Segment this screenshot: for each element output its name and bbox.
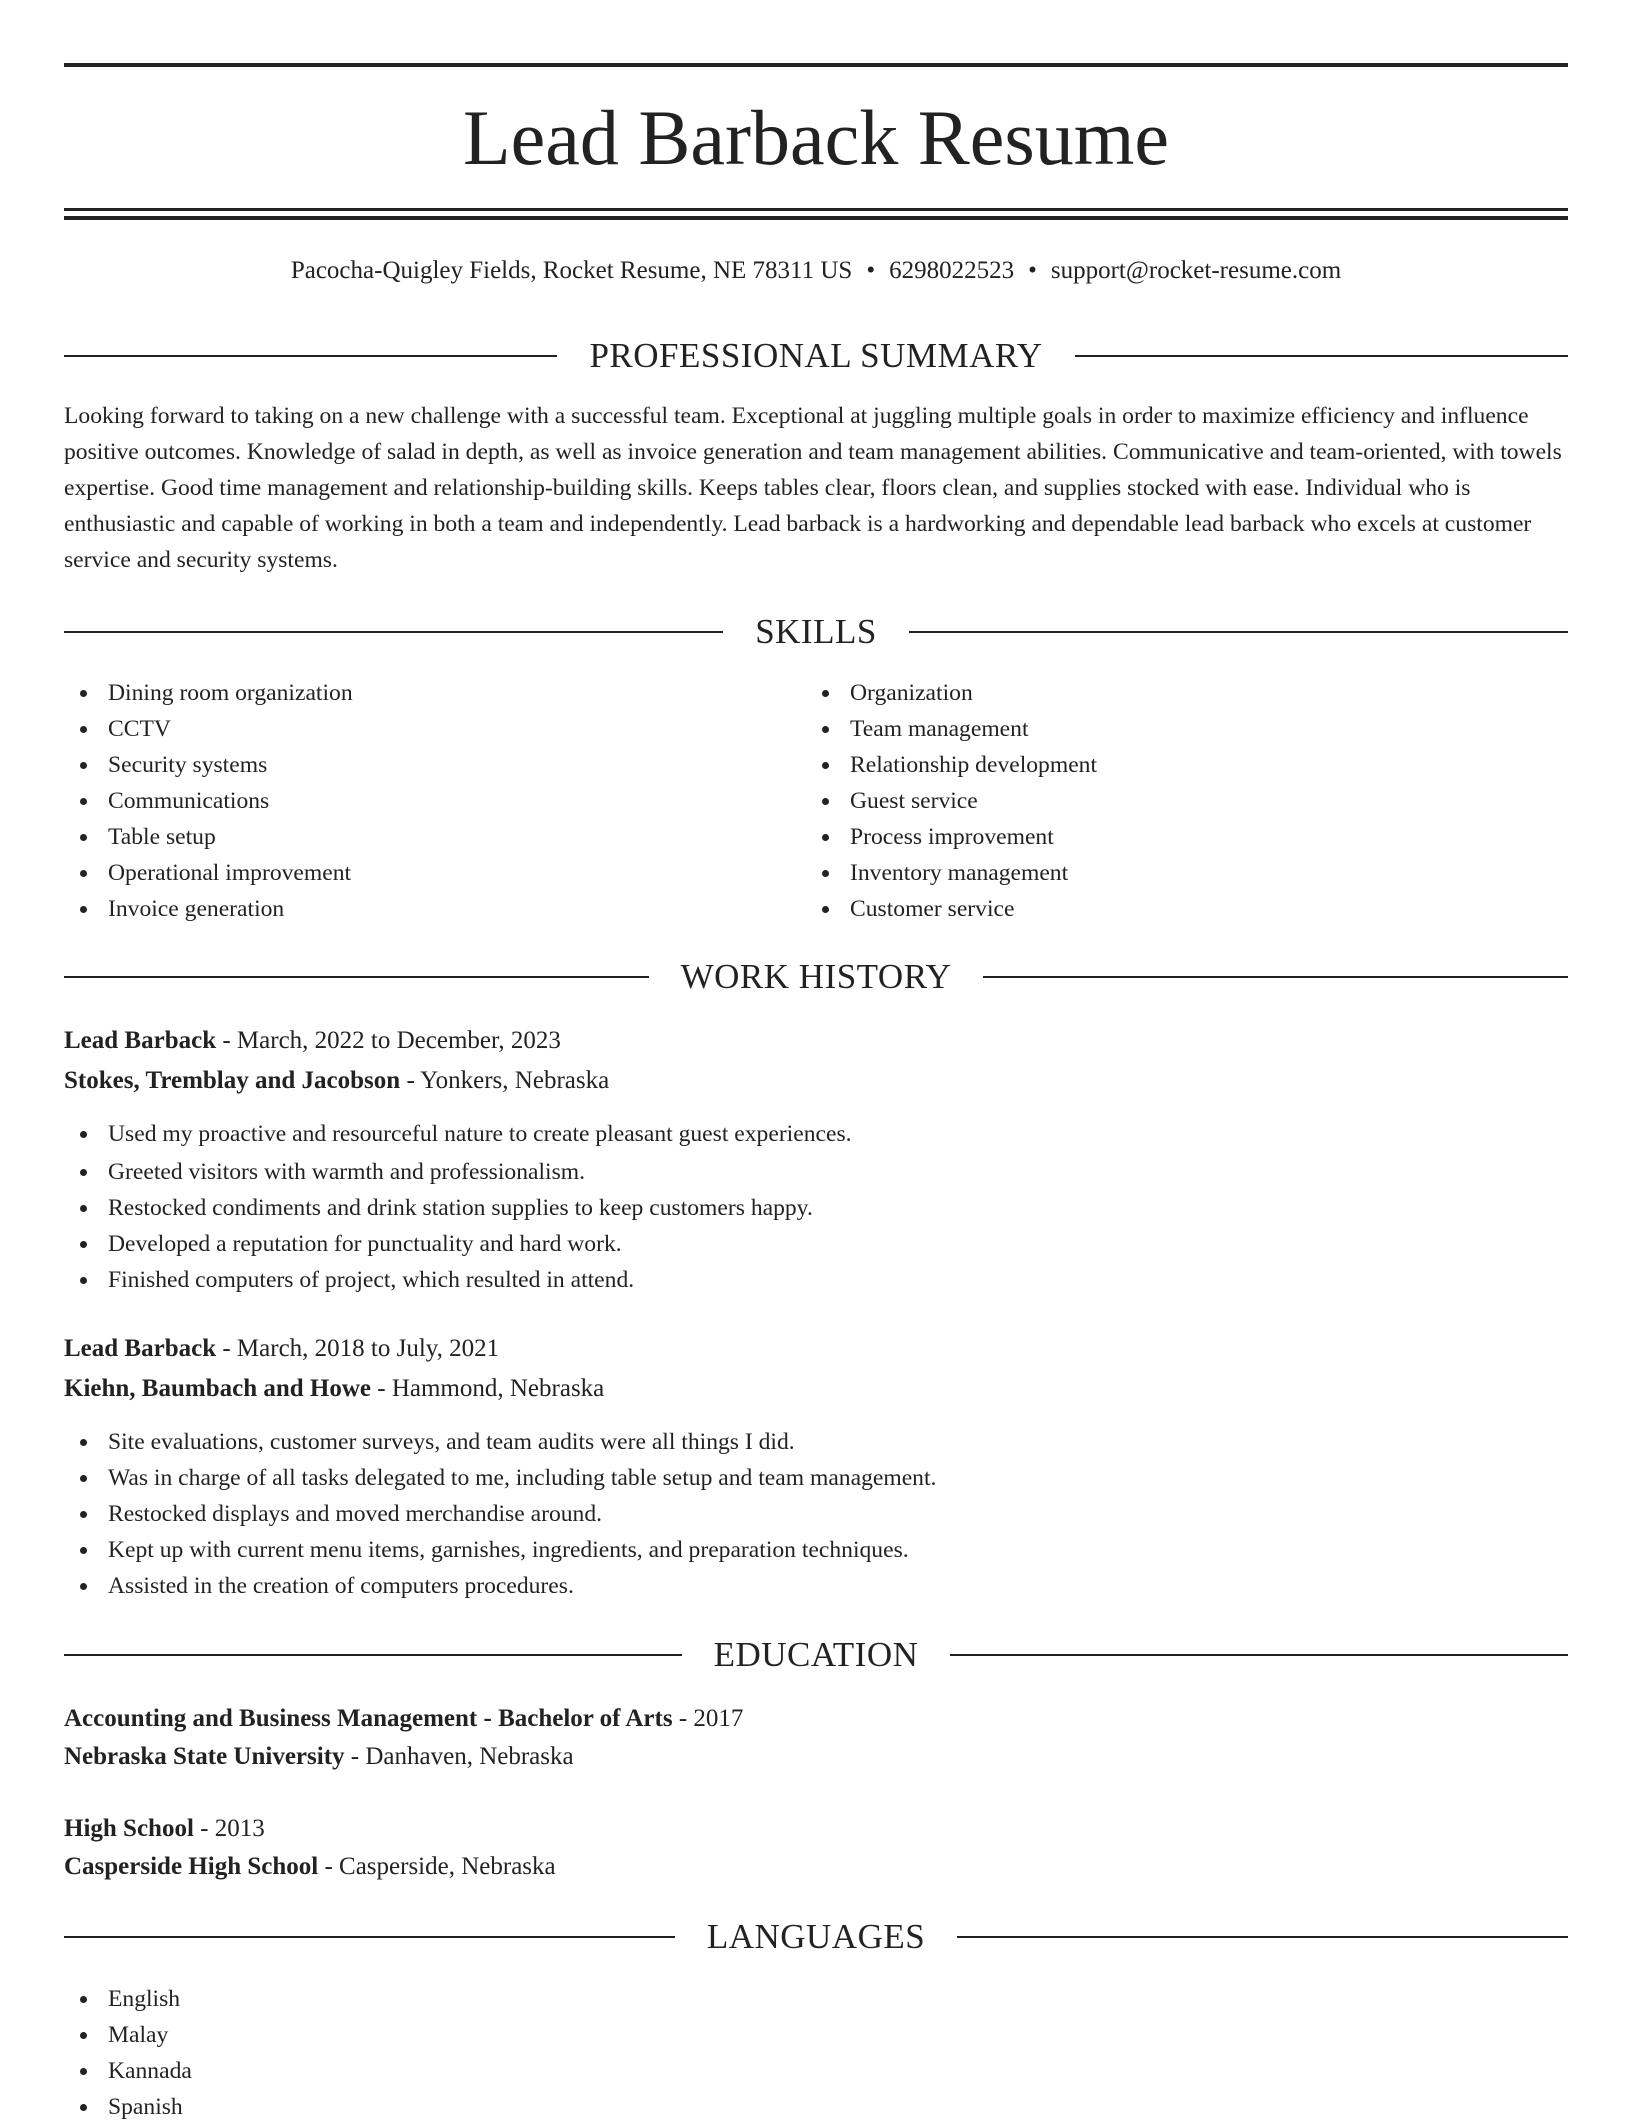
section-heading-languages xyxy=(64,1915,1568,1959)
heading-rule-left xyxy=(64,1654,682,1656)
title-rule-lower xyxy=(64,216,1568,220)
skill-item: Customer service xyxy=(806,891,1546,927)
skill-item: Relationship development xyxy=(806,747,1546,783)
heading-label: WORK HISTORY xyxy=(680,957,952,996)
skill-item: Inventory management xyxy=(806,855,1546,891)
job-bullets xyxy=(64,1424,1568,1604)
job-bullet: Greeted visitors with warmth and professionalism. xyxy=(64,1154,1568,1190)
job-location: - Yonkers, Nebraska xyxy=(400,1067,610,1094)
education-school: Nebraska State University xyxy=(64,1743,345,1770)
contact-separator: • xyxy=(1028,257,1037,284)
section-heading-summary xyxy=(64,334,1568,378)
section-heading-work xyxy=(64,955,1568,999)
job-title-line xyxy=(64,1331,1568,1367)
skill-item: Security systems xyxy=(64,747,804,783)
contact-separator: • xyxy=(866,257,876,284)
job-title-line xyxy=(64,1023,1568,1059)
heading-rule-right xyxy=(957,1936,1568,1938)
job-bullet: Restocked displays and moved merchandise around. xyxy=(64,1496,1568,1532)
job-bullets xyxy=(64,1116,1568,1298)
education-location: - Casperside, Nebraska xyxy=(318,1853,556,1880)
education-school: Casperside High School xyxy=(64,1853,319,1880)
language-item: Malay xyxy=(64,2017,1568,2053)
job-bullet: Restocked condiments and drink station supplies to keep customers happy. xyxy=(64,1190,1568,1226)
contact-email: support@rocket-resume.com xyxy=(1050,257,1342,284)
job-bullet: Used my proactive and resourceful nature to create pleasant guest experiences. xyxy=(64,1116,1568,1152)
job-bullet: Kept up with current menu items, garnishes, ingredients, and preparation techniques. xyxy=(64,1532,1568,1568)
job-dates: - March, 2022 to December, 2023 xyxy=(216,1027,561,1054)
job-title: Lead Barback xyxy=(64,1027,217,1054)
resume-title: Lead Barback Resume xyxy=(462,94,1170,181)
skill-item: Process improvement xyxy=(806,819,1546,855)
education-year: - 2017 xyxy=(672,1705,744,1732)
section-heading-skills xyxy=(64,610,1568,654)
job-bullet: Site evaluations, customer surveys, and team audits were all things I did. xyxy=(64,1424,1568,1460)
education-location: - Danhaven, Nebraska xyxy=(344,1743,574,1770)
section-heading-education xyxy=(64,1633,1568,1677)
education-school-line xyxy=(64,1739,1568,1775)
education-degree-line xyxy=(64,1811,1568,1847)
job-bullet: Was in charge of all tasks delegated to me, including table setup and team management. xyxy=(64,1460,1568,1496)
languages-list xyxy=(64,1981,1568,2125)
skill-item: Dining room organization xyxy=(64,675,804,711)
job-employer: Stokes, Tremblay and Jacobson xyxy=(64,1067,401,1094)
job-title: Lead Barback xyxy=(64,1335,217,1362)
top-rule xyxy=(64,63,1568,67)
heading-label: SKILLS xyxy=(755,612,877,651)
heading-label: LANGUAGES xyxy=(706,1917,926,1956)
job-bullet: Assisted in the creation of computers procedures. xyxy=(64,1568,1568,1604)
language-item: Spanish xyxy=(64,2089,1568,2125)
heading-rule-right xyxy=(909,631,1568,633)
education-degree: High School xyxy=(64,1815,194,1842)
education-year: - 2013 xyxy=(193,1815,265,1842)
contact-phone: 6298022523 xyxy=(889,257,1015,284)
heading-rule-left xyxy=(64,1936,675,1938)
job-employer-line xyxy=(64,1063,1568,1099)
contact-line xyxy=(64,254,1568,288)
skills-list-right xyxy=(806,675,1546,927)
job-bullet: Finished computers of project, which resulted in attend. xyxy=(64,1262,1568,1298)
heading-rule-right xyxy=(950,1654,1568,1656)
heading-label: EDUCATION xyxy=(713,1635,919,1674)
skill-item: Team management xyxy=(806,711,1546,747)
heading-rule-right xyxy=(1075,355,1568,357)
heading-rule-left xyxy=(64,631,723,633)
job-location: - Hammond, Nebraska xyxy=(371,1375,605,1402)
heading-rule-right xyxy=(983,976,1568,978)
job-employer-line xyxy=(64,1371,1568,1407)
language-item: Kannada xyxy=(64,2053,1568,2089)
skill-item: Operational improvement xyxy=(64,855,804,891)
heading-rule-left xyxy=(64,355,557,357)
contact-address: Pacocha-Quigley Fields, Rocket Resume, NE 78311 US xyxy=(290,257,853,284)
skill-item: Guest service xyxy=(806,783,1546,819)
language-item: English xyxy=(64,1981,1568,2017)
job-dates: - March, 2018 to July, 2021 xyxy=(216,1335,500,1362)
job-bullet: Developed a reputation for punctuality and hard work. xyxy=(64,1226,1568,1262)
heading-label: PROFESSIONAL SUMMARY xyxy=(589,336,1043,375)
title-rule-upper xyxy=(64,208,1568,211)
education-degree-line xyxy=(64,1701,1568,1737)
summary-text: Looking forward to taking on a new challenge with a successful team. Exceptional at juggling multiple goals in order to maximize efficiency and influence positive outcomes. Knowledge of salad in depth, as well as invoice generation and team management abilities. Communicative and team-oriented, with towels expertise. Good time management and relationship-building skills. Keeps tables clear, floors clean, and supplies stocked with ease. Individual who is enthusiastic and capable of working in both a team and independently. Lead barback is a hardworking and dependable lead barback who excels at customer service and security systems. xyxy=(64,403,1562,573)
skills-list-left xyxy=(64,675,804,927)
job-employer: Kiehn, Baumbach and Howe xyxy=(64,1375,372,1402)
skill-item: Invoice generation xyxy=(64,891,804,927)
skill-item: Communications xyxy=(64,783,804,819)
education-school-line xyxy=(64,1849,1568,1885)
skill-item: CCTV xyxy=(64,711,804,747)
skill-item: Table setup xyxy=(64,819,804,855)
heading-rule-left xyxy=(64,976,649,978)
education-degree: Accounting and Business Management - Bachelor of Arts xyxy=(64,1705,673,1732)
skill-item: Organization xyxy=(806,675,1546,711)
